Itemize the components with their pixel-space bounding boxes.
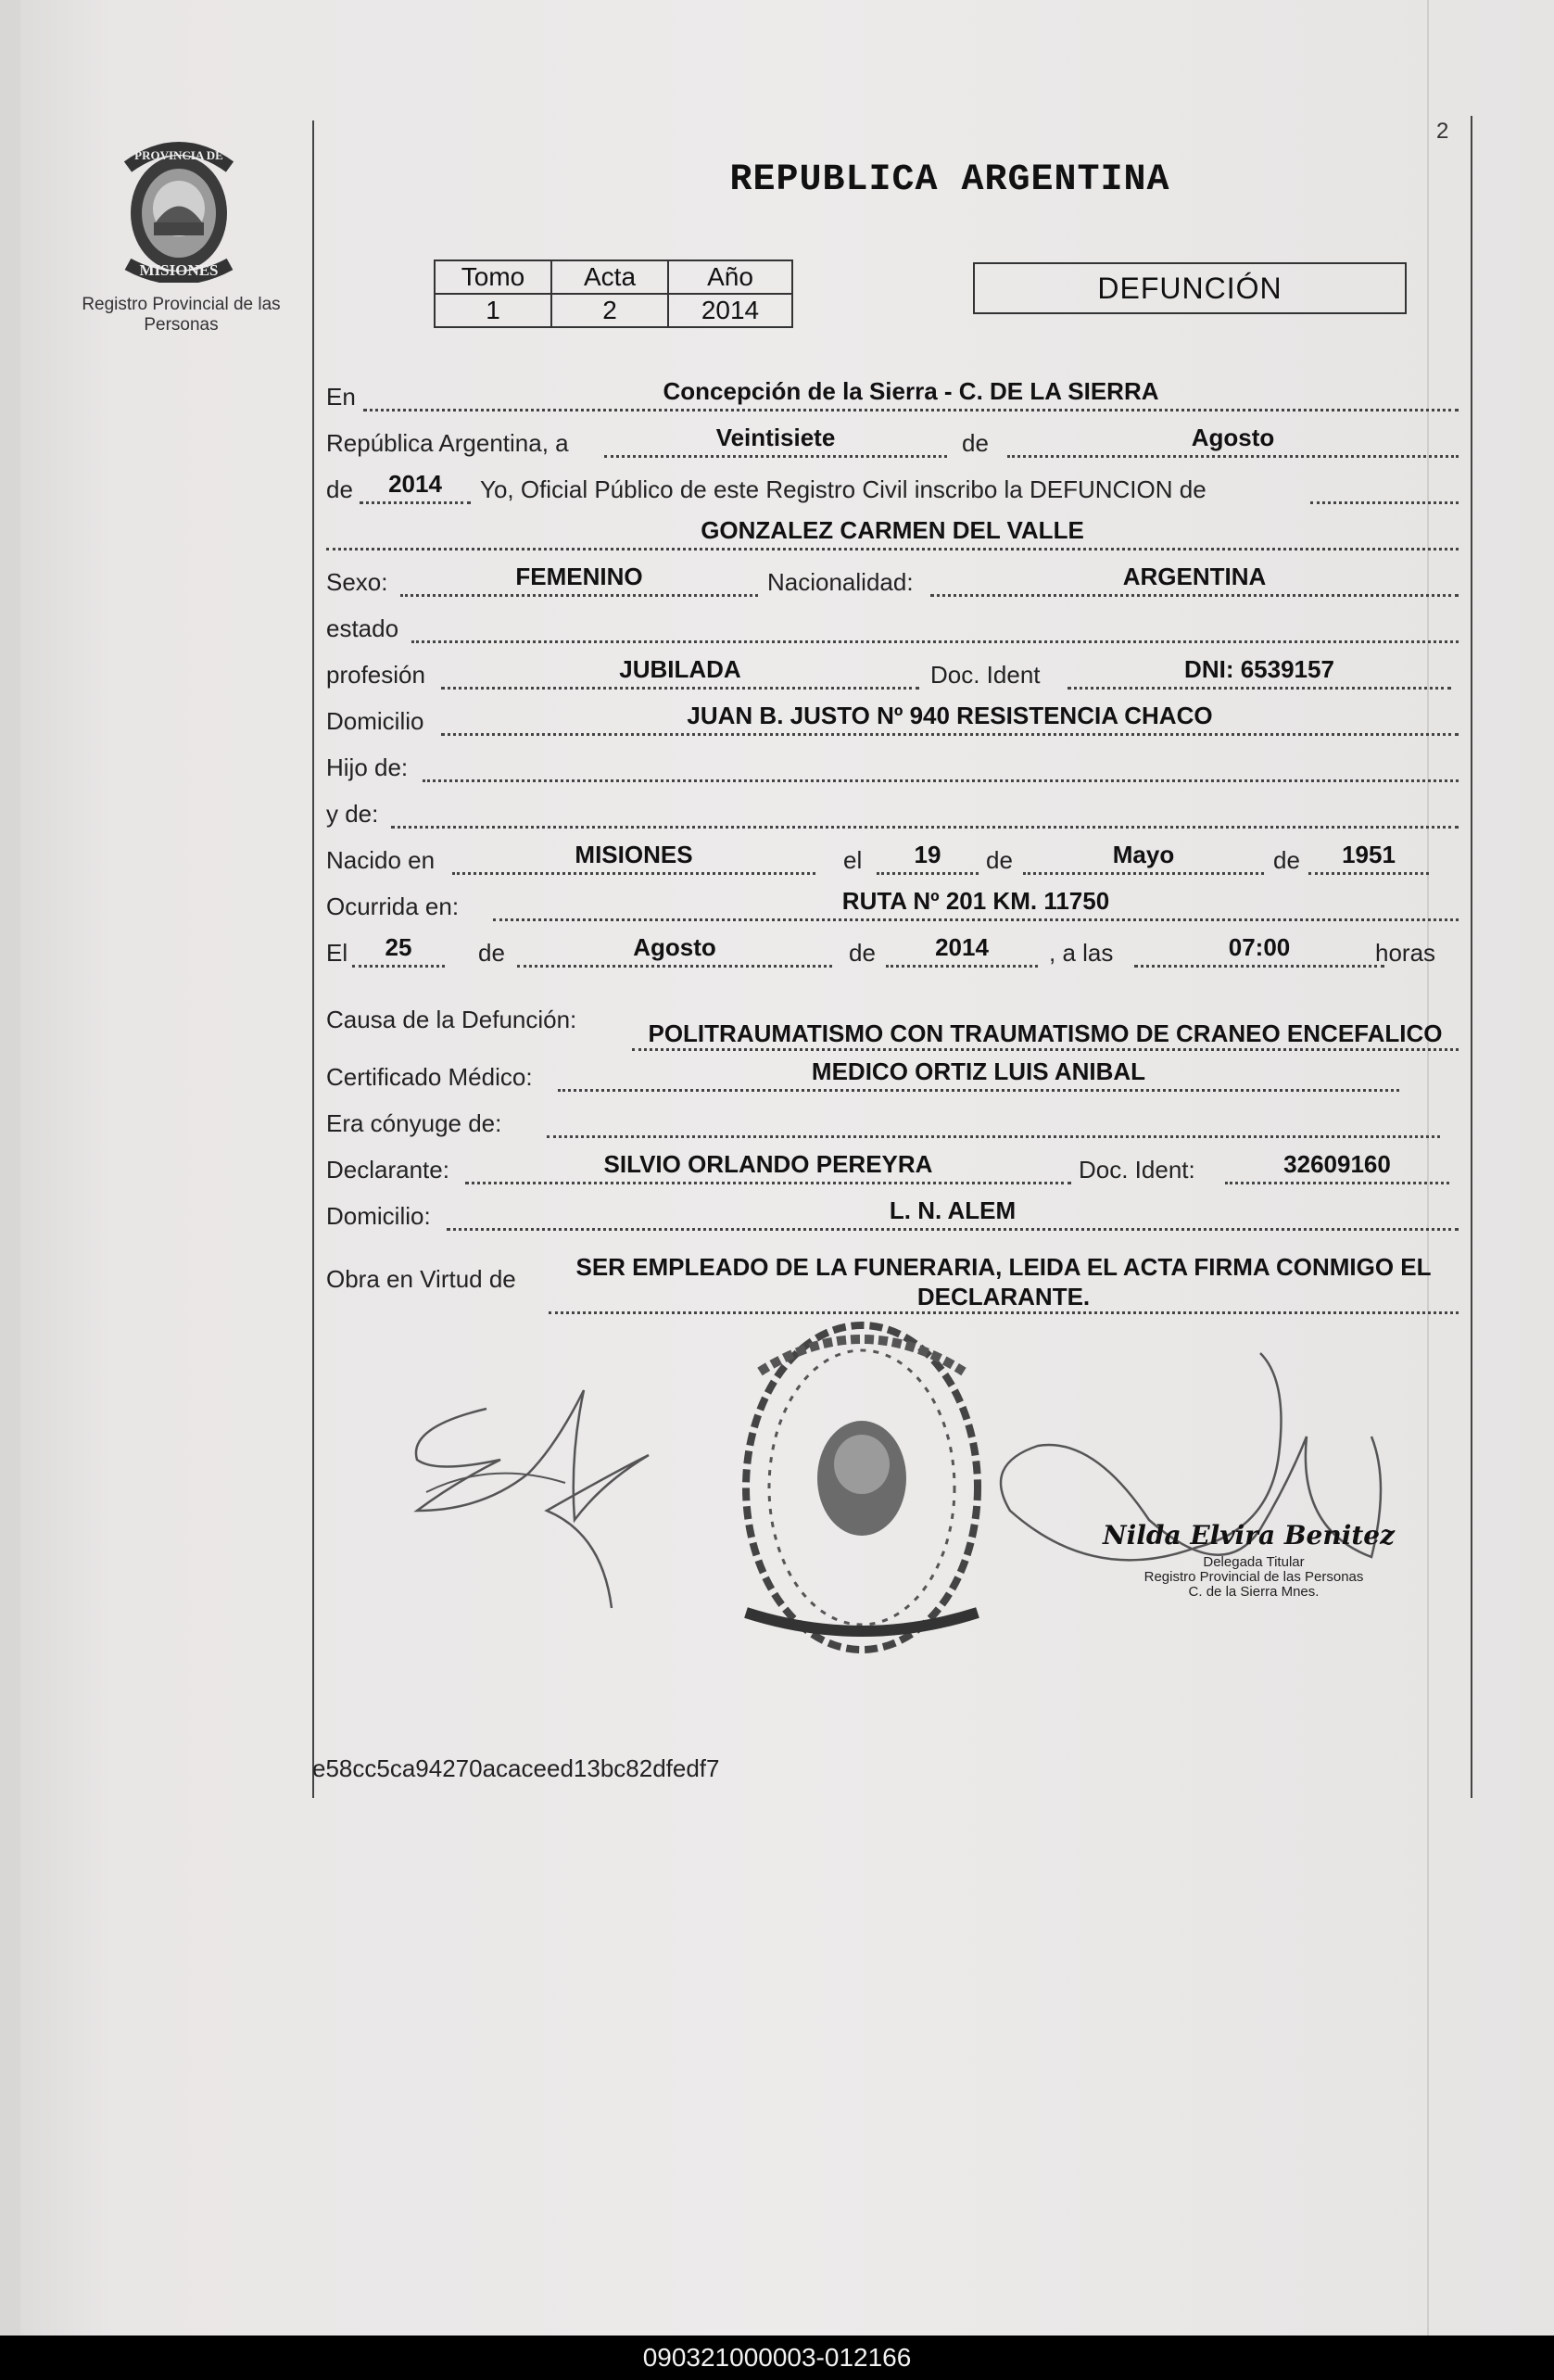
document-hash: e58cc5ca94270acaceed13bc82dfedf7 xyxy=(312,1754,720,1782)
table-header-anio: Año xyxy=(668,260,792,294)
provincia-misiones-logo xyxy=(119,134,239,283)
row-ocurrida xyxy=(326,888,1459,925)
fallec-anio-value: 2014 xyxy=(886,933,1038,968)
causa-value: POLITRAUMATISMO CON TRAUMATISMO DE CRANEO ENCEFALICO xyxy=(632,1019,1459,1051)
declarante-domicilio-value: L. N. ALEM xyxy=(447,1196,1459,1231)
logo-top-text: PROVINCIA DE xyxy=(134,148,223,162)
estado-value xyxy=(411,609,1459,643)
row-domicilio xyxy=(326,703,1459,740)
nacido-de-label-1: de xyxy=(986,846,1013,874)
oficial-text: Yo, Oficial Público de este Registro Civil inscribo la DEFUNCION de xyxy=(480,475,1207,503)
nacionalidad-label: Nacionalidad: xyxy=(767,568,914,596)
dom2-label: Domicilio: xyxy=(326,1202,431,1230)
doc-ident-label: Doc. Ident xyxy=(930,661,1041,689)
row-estado xyxy=(326,610,1459,647)
table-value-anio: 2014 xyxy=(668,294,792,327)
officer-title-block xyxy=(1101,1555,1407,1600)
row-nacimiento xyxy=(326,842,1459,879)
officer-title-line-1: Delegada Titular xyxy=(1203,1554,1305,1570)
dia-texto-value: Veintisiete xyxy=(604,424,947,458)
table-header-tomo: Tomo xyxy=(435,260,551,294)
nacido-mes-value: Mayo xyxy=(1023,841,1264,875)
hora-value: 07:00 xyxy=(1134,933,1384,968)
yde-value xyxy=(391,794,1459,829)
row-certificado xyxy=(326,1058,1459,1095)
declarante-doc-value: 32609160 xyxy=(1225,1150,1449,1184)
row-fecha-acta xyxy=(326,424,1459,462)
fallec-dia-value: 25 xyxy=(352,933,445,968)
registro-label: Registro Provincial de las Personas xyxy=(82,295,281,335)
row-yde xyxy=(326,795,1459,832)
certificado-label: Certificado Médico: xyxy=(326,1063,533,1091)
right-border-line xyxy=(1471,116,1472,1798)
row-lugar xyxy=(326,378,1459,415)
row-conyuge xyxy=(326,1105,1459,1142)
nombre-value: GONZALEZ CARMEN DEL VALLE xyxy=(326,516,1459,551)
ocurrida-value: RUTA Nº 201 KM. 11750 xyxy=(493,887,1459,921)
oficial-blank xyxy=(1310,470,1459,504)
officer-name: Nilda Elvira Benitez xyxy=(1103,1520,1395,1551)
de-label: de xyxy=(962,429,989,457)
row-profesion xyxy=(326,656,1459,693)
left-border-line xyxy=(312,120,314,1798)
obra-value: SER EMPLEADO DE LA FUNERARIA, LEIDA EL ACTA FIRMA CONMIGO EL DECLARANTE. xyxy=(549,1252,1459,1314)
declarante-label: Declarante: xyxy=(326,1156,449,1184)
declarante-doc-label: Doc. Ident: xyxy=(1079,1156,1195,1184)
lugar-value: Concepción de la Sierra - C. DE LA SIERRA xyxy=(363,377,1459,411)
obra-label: Obra en Virtud de xyxy=(326,1265,516,1293)
el-label: el xyxy=(843,846,863,874)
row-declarante xyxy=(326,1151,1459,1188)
de-anio-label: de xyxy=(326,475,353,503)
domicilio-value: JUAN B. JUSTO Nº 940 RESISTENCIA CHACO xyxy=(441,702,1459,736)
record-type-box: DEFUNCIÓN xyxy=(973,262,1407,314)
doc-ident-value: DNI: 6539157 xyxy=(1068,655,1451,690)
tomo-acta-anio-table xyxy=(434,260,793,328)
page-title: REPUBLICA ARGENTINA xyxy=(729,159,1170,201)
row-nombre xyxy=(326,517,1459,554)
officer-title-line-3: C. de la Sierra Mnes. xyxy=(1188,1584,1320,1600)
fallec-mes-value: Agosto xyxy=(517,933,832,968)
logo-bottom-text: MISIONES xyxy=(139,261,219,279)
ocurrida-label: Ocurrida en: xyxy=(326,892,460,920)
row-sexo-nacionalidad xyxy=(326,563,1459,601)
declarante-value: SILVIO ORLANDO PEREYRA xyxy=(465,1150,1071,1184)
nacido-label: Nacido en xyxy=(326,846,436,874)
profesion-label: profesión xyxy=(326,661,425,689)
hijo-value xyxy=(423,748,1459,782)
estado-label: estado xyxy=(326,614,399,642)
row-oficial xyxy=(326,471,1459,508)
alas-label: , a las xyxy=(1049,939,1114,967)
page-number: 2 xyxy=(1436,119,1449,144)
certificado-value: MEDICO ORTIZ LUIS ANIBAL xyxy=(558,1057,1399,1092)
row-obra xyxy=(326,1244,1459,1314)
el2-label: El xyxy=(326,939,348,967)
en-label: En xyxy=(326,383,356,411)
nacido-de-label-2: de xyxy=(1273,846,1300,874)
fallec-de-label-2: de xyxy=(849,939,876,967)
nacido-anio-value: 1951 xyxy=(1308,841,1429,875)
row-domicilio-declarante xyxy=(326,1197,1459,1234)
nacido-dia-value: 19 xyxy=(877,841,979,875)
conyuge-label: Era cónyuge de: xyxy=(326,1109,502,1137)
row-causa xyxy=(326,984,1459,1051)
fallec-de-label-1: de xyxy=(478,939,505,967)
sexo-label: Sexo: xyxy=(326,568,388,596)
yde-label: y de: xyxy=(326,800,379,828)
registro-stamp xyxy=(737,1316,987,1659)
row-hijo xyxy=(326,749,1459,786)
horas-label: horas xyxy=(1375,939,1436,967)
profesion-value: JUBILADA xyxy=(441,655,919,690)
domicilio-label: Domicilio xyxy=(326,707,424,735)
hijo-label: Hijo de: xyxy=(326,753,409,781)
row-fecha-fallecimiento xyxy=(326,934,1459,971)
mes-value: Agosto xyxy=(1007,424,1459,458)
anio-value: 2014 xyxy=(360,470,471,504)
table-header-acta: Acta xyxy=(551,260,668,294)
declarante-signature xyxy=(398,1372,676,1613)
officer-title-line-2: Registro Provincial de las Personas xyxy=(1143,1569,1364,1585)
table-value-tomo: 1 xyxy=(435,294,551,327)
footer-code-bar: 090321000003-012166 xyxy=(0,2336,1554,2380)
republica-label: República Argentina, a xyxy=(326,429,569,457)
nacido-lugar-value: MISIONES xyxy=(452,841,815,875)
table-value-acta: 2 xyxy=(551,294,668,327)
sexo-value: FEMENINO xyxy=(400,563,758,597)
nacionalidad-value: ARGENTINA xyxy=(930,563,1459,597)
conyuge-value xyxy=(547,1104,1440,1138)
causa-label: Causa de la Defunción: xyxy=(326,1006,577,1033)
